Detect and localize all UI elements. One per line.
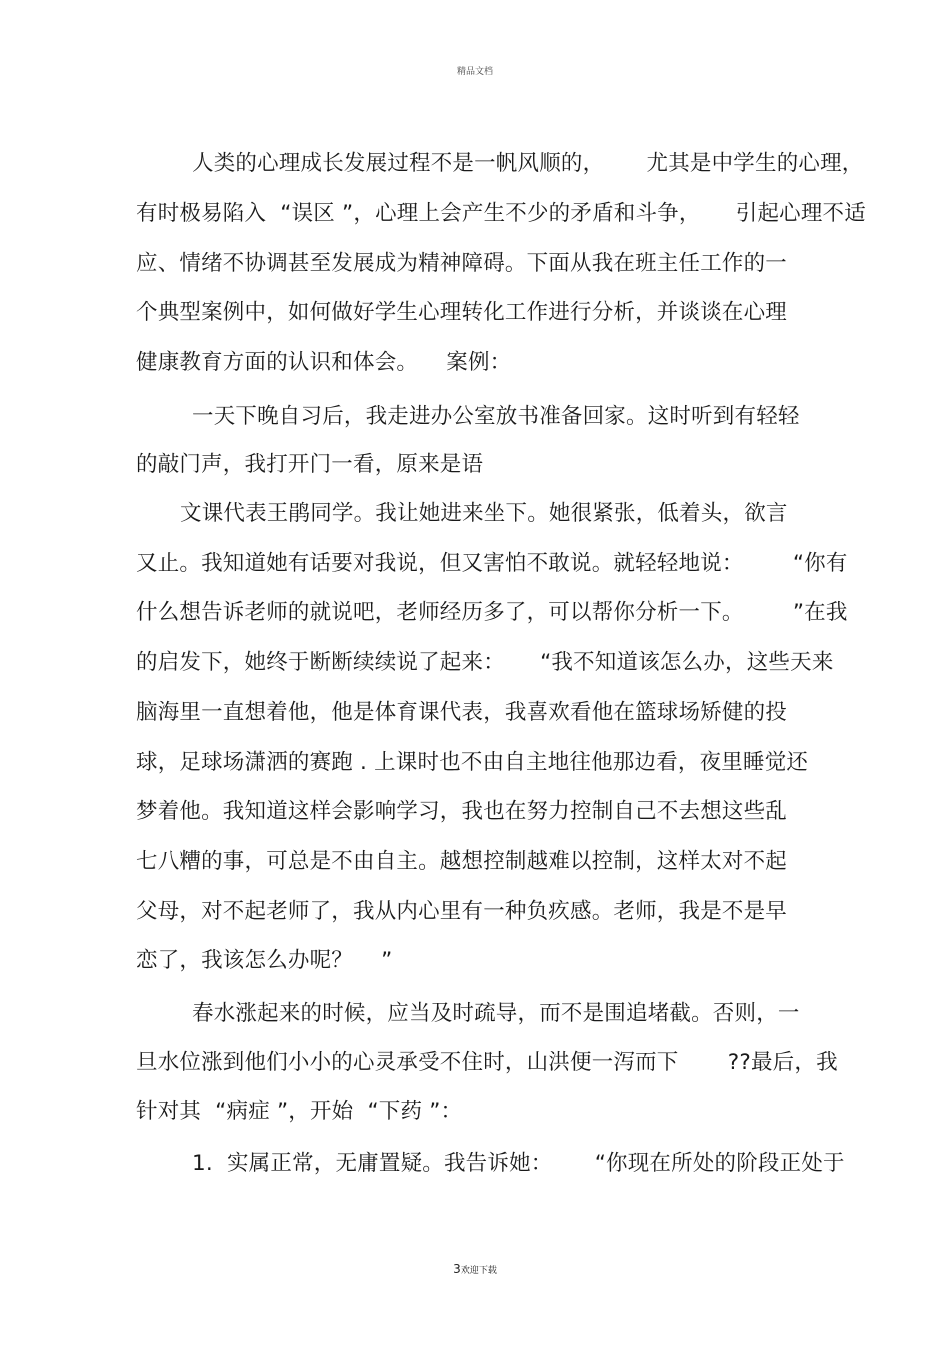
text-line: 什么想告诉老师的就说吧，老师经历多了，可以帮你分析一下。 ”在我	[136, 600, 848, 625]
text-line: 又止。我知道她有话要对我说，但又害怕不敢说。就轻轻地说： “你有	[136, 551, 848, 576]
text-line: 的敲门声，我打开门一看，原来是语	[136, 452, 484, 477]
text-line: 针对其 “病症 ”，开始 “下药 ”：	[136, 1099, 463, 1124]
text-line: 父母，对不起老师了，我从内心里有一种负疚感。老师，我是不是早	[136, 899, 788, 924]
text-line: 一天下晚自习后，我走进办公室放书准备回家。这时听到有轻轻	[192, 404, 800, 429]
text-line: 文课代表王鹃同学。我让她进来坐下。她很紧张，低着头，欲言	[180, 501, 788, 526]
list-item-line: 1. 实属正常，无庸置疑。我告诉她： “你现在所处的阶段正处于	[192, 1151, 845, 1176]
text-line: 春水涨起来的时候，应当及时疏导，而不是围追堵截。否则，一	[192, 1001, 800, 1026]
text-line: 有时极易陷入 “误区 ”，心理上会产生不少的矛盾和斗争， 引起心理不适	[136, 201, 866, 226]
text-line: 球，足球场潇洒的赛跑 . 上课时也不由自主地往他那边看，夜里睡觉还	[136, 750, 809, 775]
text-line: 的启发下，她终于断断续续说了起来： “我不知道该怎么办，这些天来	[136, 650, 834, 675]
text-line: 人类的心理成长发展过程不是一帆风顺的， 尤其是中学生的心理，	[192, 151, 864, 176]
text-line: 梦着他。我知道这样会影响学习，我也在努力控制自己不去想这些乱	[136, 799, 788, 824]
text-line: 健康教育方面的认识和体会。 案例：	[136, 350, 512, 375]
page-footer	[0, 1262, 950, 1276]
text-line: 应、情绪不协调甚至发展成为精神障碍。下面从我在班主任工作的一	[136, 251, 788, 276]
text-line: 个典型案例中，如何做好学生心理转化工作进行分析，并谈谈在心理	[136, 300, 788, 325]
page-number: 3	[453, 1262, 461, 1276]
text-line: 七八糟的事，可总是不由自主。越想控制越难以控制，这样太对不起	[136, 849, 788, 874]
text-line: 脑海里一直想着他，他是体育课代表，我喜欢看他在篮球场矫健的投	[136, 700, 788, 725]
page-header: 精品文档	[456, 67, 493, 77]
text-line: 恋了，我该怎么办呢？ ”	[136, 948, 393, 973]
footer-text: 欢迎下载	[460, 1266, 497, 1276]
text-line: 旦水位涨到他们小小的心灵承受不住时，山洪便一泻而下 ??最后，我	[136, 1050, 838, 1075]
